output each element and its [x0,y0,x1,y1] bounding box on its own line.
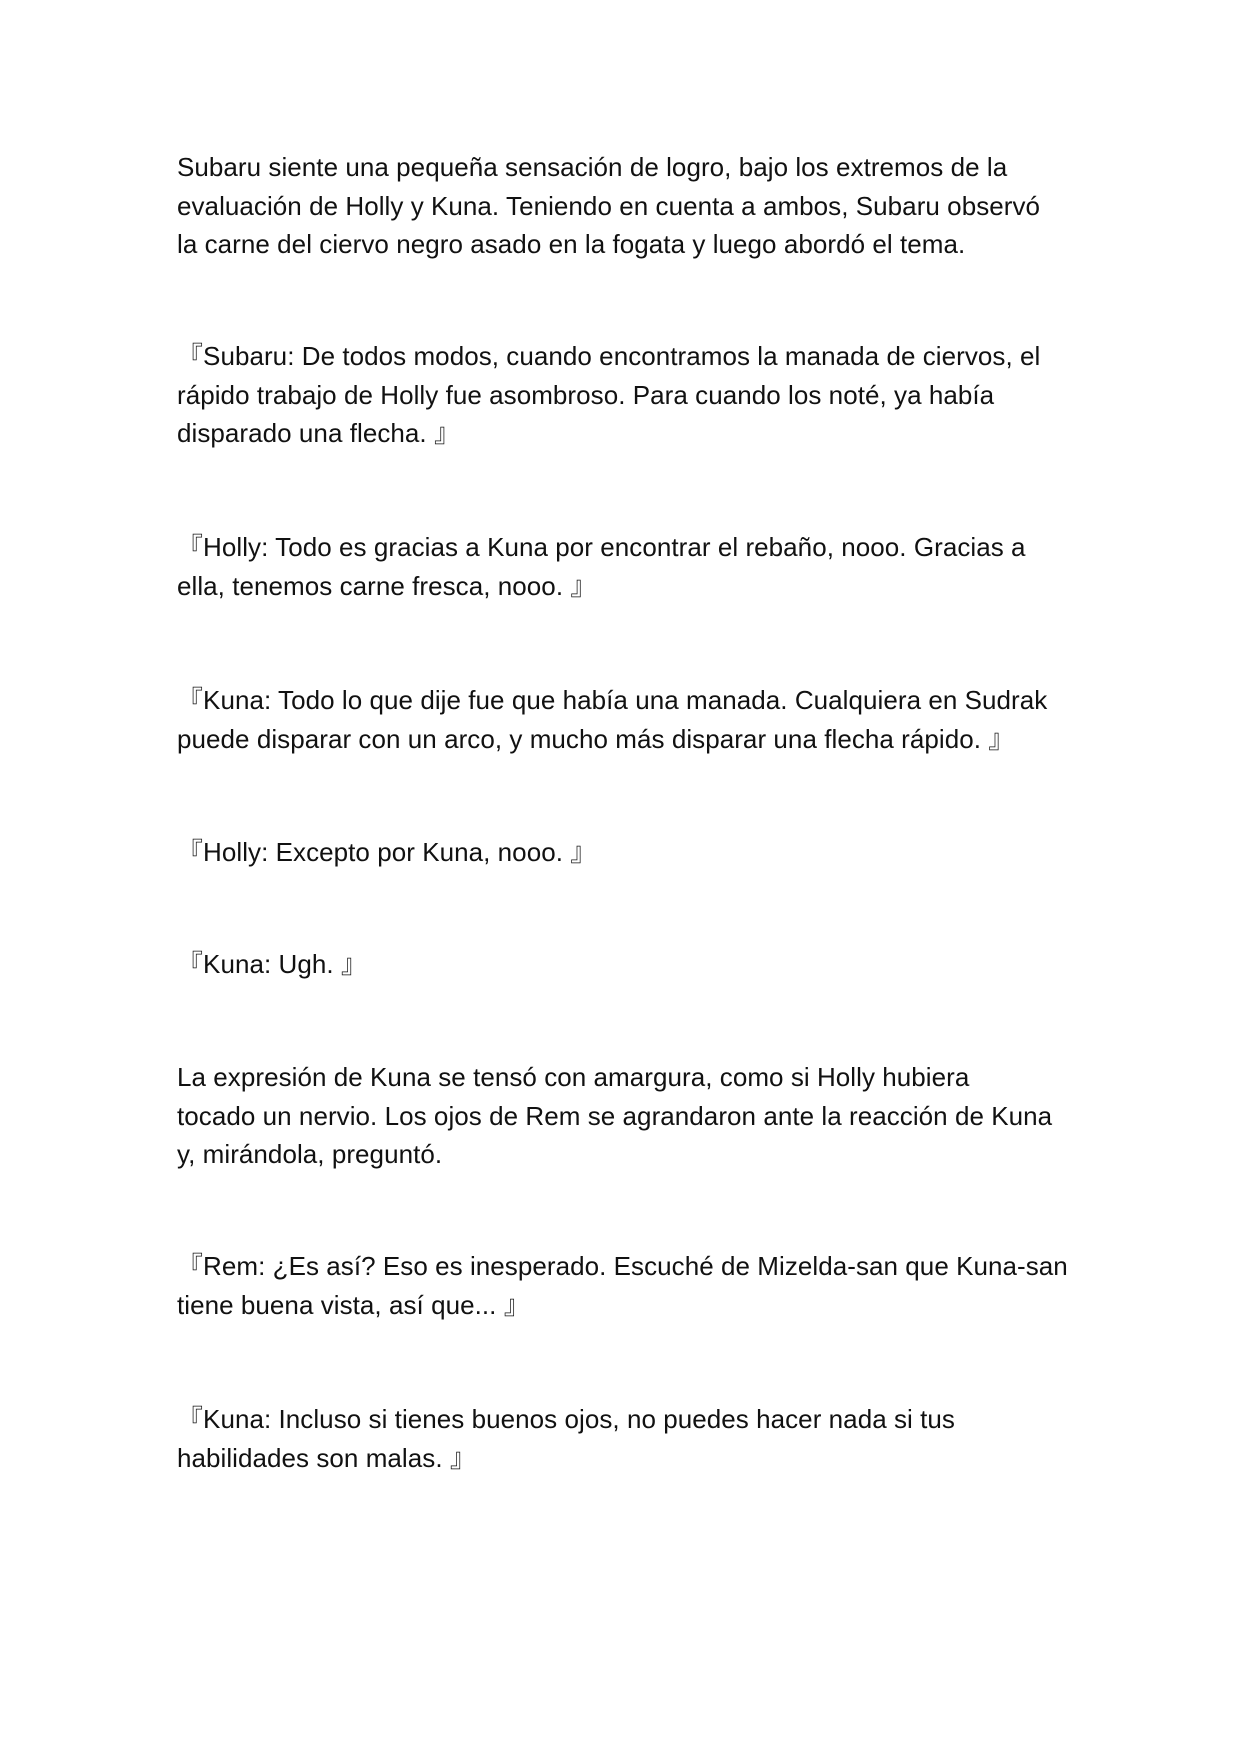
paragraph-dialogue-holly-2: 『Holly: Excepto por Kuna, nooo. 』 [177,837,597,867]
paragraph-narration-1: Subaru siente una pequeña sensación de logro, bajo los extremos de la evaluación de Holly y Kuna. Teniendo en cuenta a ambos, Subaru observó la carne del ciervo negro asado en la fogata y luego abordó el tema. [177,152,1041,259]
paragraph-dialogue-kuna-3: 『Kuna: Incluso si tienes buenos ojos, no puedes hacer nada si tus habilidades son malas. 』 [177,1404,955,1473]
paragraph-dialogue-kuna-1: 『Kuna: Todo lo que dije fue que había una manada. Cualquiera en Sudrak puede disparar con un arco, y mucho más disparar una flecha rápido. 』 [177,685,1048,754]
paragraph-narration-2: La expresión de Kuna se tensó con amargura, como si Holly hubiera tocado un nervio. Los ojos de Rem se agrandaron ante la reacción de Kuna y, mirándola, preguntó. [177,1062,1053,1169]
paragraph-dialogue-kuna-2: 『Kuna: Ugh. 』 [177,949,367,979]
paragraph-dialogue-subaru: 『Subaru: De todos modos, cuando encontramos la manada de ciervos, el rápido trabajo de Holly fue asombroso. Para cuando los noté, ya había disparado una flecha. 』 [177,341,1041,448]
paragraph-dialogue-rem: 『Rem: ¿Es así? Eso es inesperado. Escuché de Mizelda-san que Kuna-san tiene buena vista, así que... 』 [177,1251,1068,1320]
paragraph-dialogue-holly-1: 『Holly: Todo es gracias a Kuna por encontrar el rebaño, nooo. Gracias a ella, tenemos carne fresca, nooo. 』 [177,532,1026,601]
